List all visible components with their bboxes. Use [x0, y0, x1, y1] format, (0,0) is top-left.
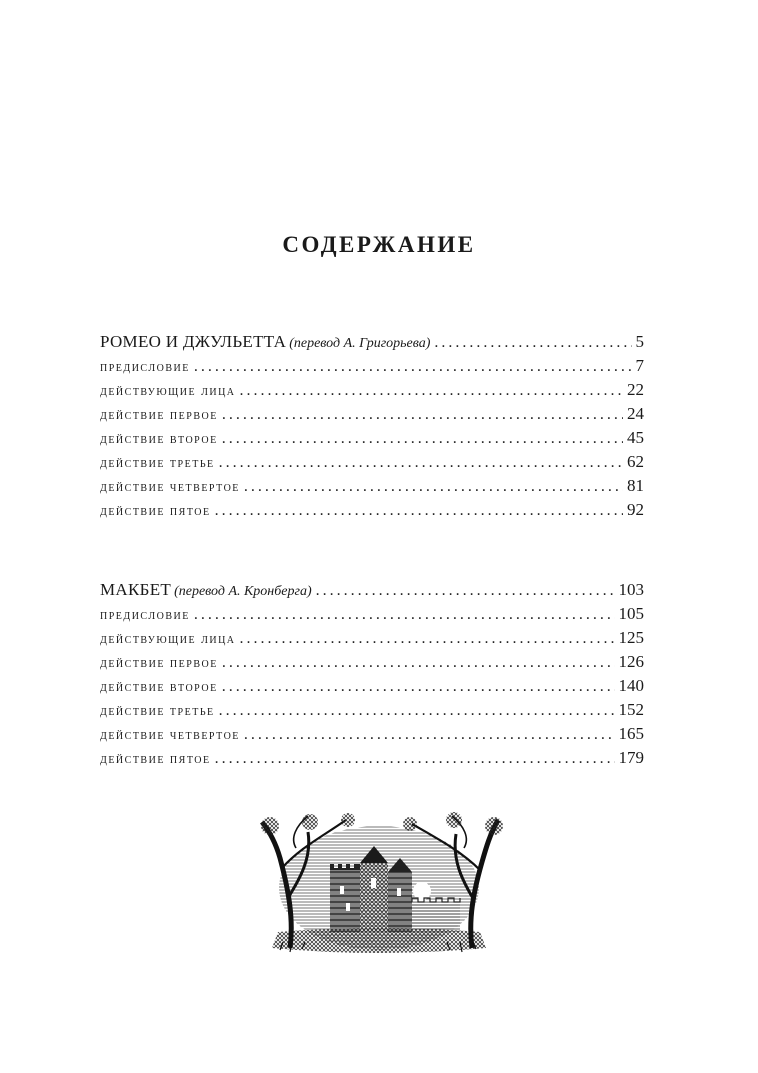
- entry-label: действие первое: [100, 656, 218, 671]
- toc-entry[interactable]: [100, 354, 644, 378]
- toc-entry[interactable]: [100, 426, 644, 450]
- page-number: 179: [618, 748, 644, 767]
- page-number: 126: [618, 652, 644, 671]
- work-title: РОМЕО И ДЖУЛЬЕТТА: [100, 332, 287, 351]
- dot-leader: [219, 699, 615, 723]
- toc-entry[interactable]: [100, 722, 644, 746]
- toc-entry[interactable]: [100, 746, 644, 770]
- entry-label: действие первое: [100, 408, 218, 423]
- toc-entry[interactable]: [100, 498, 644, 522]
- toc-entry[interactable]: [100, 450, 644, 474]
- dot-leader: [240, 627, 615, 651]
- entry-label: предисловие: [100, 360, 190, 375]
- page-number: 105: [618, 604, 644, 623]
- entry-label: действие третье: [100, 704, 215, 719]
- toc-work-title-line[interactable]: [100, 578, 644, 602]
- dot-leader: [222, 403, 623, 427]
- toc-entry[interactable]: [100, 474, 644, 498]
- toc-entry[interactable]: [100, 602, 644, 626]
- castle-engraving-icon: [250, 808, 508, 958]
- page-number: 5: [635, 332, 644, 351]
- toc-section-romeo-juliet: [100, 330, 644, 522]
- toc-entry[interactable]: [100, 674, 644, 698]
- page-number: 81: [627, 476, 644, 495]
- dot-leader: [194, 355, 632, 379]
- work-translator: (перевод А. Кронберга): [174, 584, 312, 599]
- page-number: 24: [627, 404, 644, 423]
- page-number: 92: [627, 500, 644, 519]
- work-title: МАКБЕТ: [100, 580, 172, 599]
- page-number: 152: [618, 700, 644, 719]
- dot-leader: [222, 427, 623, 451]
- dot-leader: [244, 475, 623, 499]
- entry-label: действие пятое: [100, 752, 211, 767]
- toc-section-macbeth: [100, 578, 644, 770]
- work-translator: (перевод А. Григорьева): [289, 336, 431, 351]
- dot-leader: [215, 499, 623, 523]
- entry-label: действующие лица: [100, 632, 236, 647]
- entry-label: действующие лица: [100, 384, 236, 399]
- entry-label: предисловие: [100, 608, 190, 623]
- entry-label: действие четвертое: [100, 480, 240, 495]
- dot-leader: [316, 579, 615, 603]
- dot-leader: [215, 747, 615, 771]
- page-number: 45: [627, 428, 644, 447]
- page-number: 165: [618, 724, 644, 743]
- page-number: 125: [618, 628, 644, 647]
- dot-leader: [219, 451, 623, 475]
- toc-entry[interactable]: [100, 650, 644, 674]
- entry-label: действие четвертое: [100, 728, 240, 743]
- dot-leader: [222, 675, 615, 699]
- entry-label: действие второе: [100, 680, 218, 695]
- page-number: 62: [627, 452, 644, 471]
- page-number: 7: [635, 356, 644, 375]
- dot-leader: [222, 651, 615, 675]
- toc-work-title-line[interactable]: [100, 330, 644, 354]
- toc-entry[interactable]: [100, 698, 644, 722]
- entry-label: действие второе: [100, 432, 218, 447]
- dot-leader: [240, 379, 623, 403]
- dot-leader: [434, 331, 631, 355]
- page-number: 140: [618, 676, 644, 695]
- entry-label: действие пятое: [100, 504, 211, 519]
- dot-leader: [194, 603, 615, 627]
- entry-label: действие третье: [100, 456, 215, 471]
- dot-leader: [244, 723, 615, 747]
- toc-entry[interactable]: [100, 626, 644, 650]
- toc-entry[interactable]: [100, 402, 644, 426]
- toc-entry[interactable]: [100, 378, 644, 402]
- page-number: 103: [618, 580, 644, 599]
- page-number: 22: [627, 380, 644, 399]
- page-title: СОДЕРЖАНИЕ: [282, 232, 476, 257]
